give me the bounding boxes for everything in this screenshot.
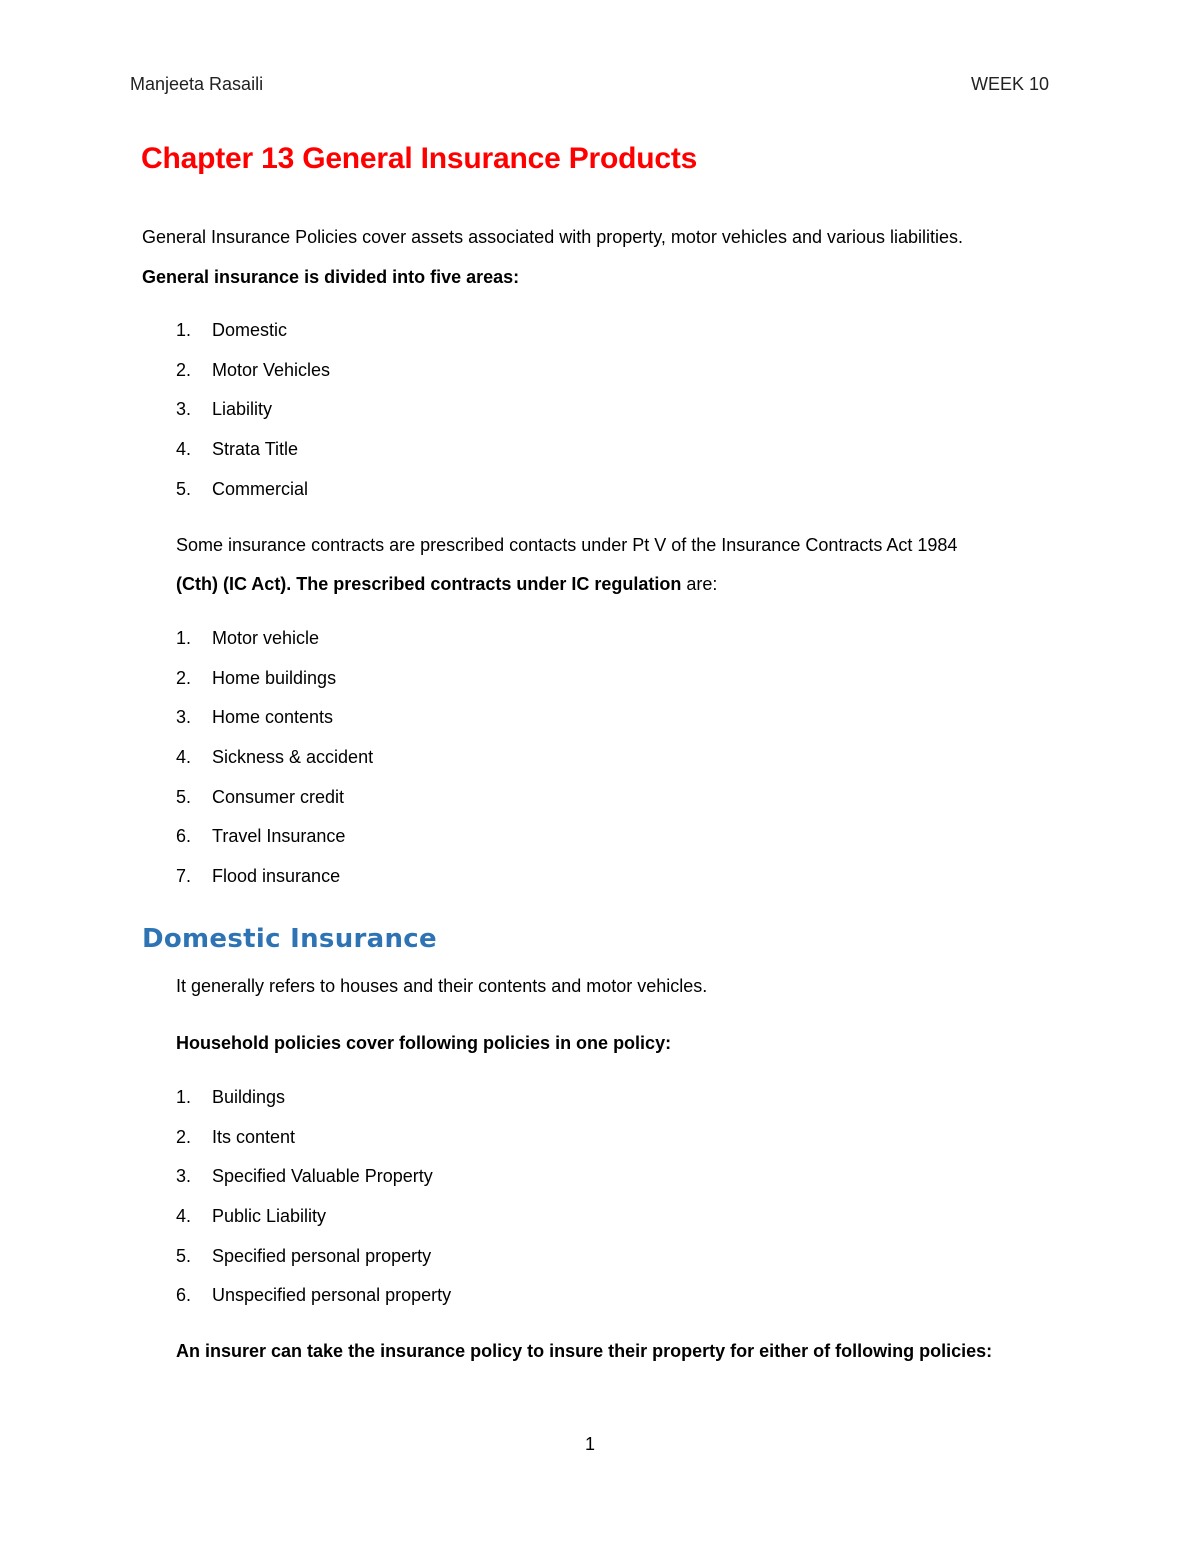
list-text: Buildings <box>212 1087 286 1107</box>
list-text: Home contents <box>212 707 334 728</box>
list-number: 5. <box>176 1245 192 1266</box>
list-text: Commercial <box>212 478 309 499</box>
list-number: 2. <box>176 359 192 380</box>
intro-paragraph: General Insurance Policies cover assets associated with property, motor vehicles and various liabilities. <box>142 227 964 247</box>
list-text: Travel Insurance <box>212 826 346 847</box>
list-number: 3. <box>176 707 192 728</box>
areas-heading: General insurance is divided into five areas: <box>142 267 520 287</box>
domestic-insurance-heading: Domestic Insurance <box>142 924 437 954</box>
list-text: Flood insurance <box>212 866 341 887</box>
list-text: Unspecified personal property <box>212 1285 452 1306</box>
list-text: Specified Valuable Property <box>212 1166 433 1187</box>
list-number: 5. <box>176 478 192 499</box>
domestic-intro: It generally refers to houses and their contents and motor vehicles. <box>176 976 708 996</box>
list-text: Specified personal property <box>212 1245 432 1266</box>
prescribed-intro-bold: (Cth) (IC Act). The prescribed contracts under IC regulation <box>176 574 682 594</box>
list-number: 2. <box>176 667 192 688</box>
list-number: 2. <box>176 1126 192 1147</box>
list-text: Domestic <box>212 320 288 340</box>
insurer-line: An insurer can take the insurance policy to insure their property for either of following policies: <box>176 1341 993 1361</box>
list-number: 3. <box>176 399 192 420</box>
list-text: Consumer credit <box>212 786 345 807</box>
list-text: Sickness & accident <box>212 747 374 768</box>
household-heading: Household policies cover following policies in one policy: <box>176 1033 672 1053</box>
list-text: Public Liability <box>212 1206 327 1227</box>
list-number: 1. <box>176 628 192 648</box>
prescribed-intro-line2 <box>176 572 717 596</box>
list-number: 1. <box>176 1087 192 1107</box>
list-number: 4. <box>176 439 192 460</box>
list-number: 3. <box>176 1166 192 1187</box>
list-text: Home buildings <box>212 667 337 688</box>
header-author: Manjeeta Rasaili <box>130 74 264 94</box>
prescribed-intro-tail: are: <box>681 574 718 594</box>
page-number: 1 <box>584 1434 595 1454</box>
list-number: 7. <box>176 866 192 887</box>
list-text: Liability <box>212 399 273 420</box>
list-number: 4. <box>176 1206 192 1227</box>
list-number: 5. <box>176 786 192 807</box>
list-number: 6. <box>176 1285 192 1306</box>
list-number: 6. <box>176 826 192 847</box>
list-text: Motor vehicle <box>212 628 320 648</box>
prescribed-intro-line1: Some insurance contracts are prescribed contacts under Pt V of the Insurance Contracts Act 1984 <box>176 535 958 555</box>
list-text: Motor Vehicles <box>212 359 331 380</box>
list-text: Its content <box>212 1126 296 1147</box>
list-number: 4. <box>176 747 192 768</box>
header-week: WEEK 10 <box>971 74 1050 94</box>
list-number: 1. <box>176 320 192 340</box>
chapter-title: Chapter 13 General Insurance Products <box>141 142 698 175</box>
list-text: Strata Title <box>212 439 299 460</box>
